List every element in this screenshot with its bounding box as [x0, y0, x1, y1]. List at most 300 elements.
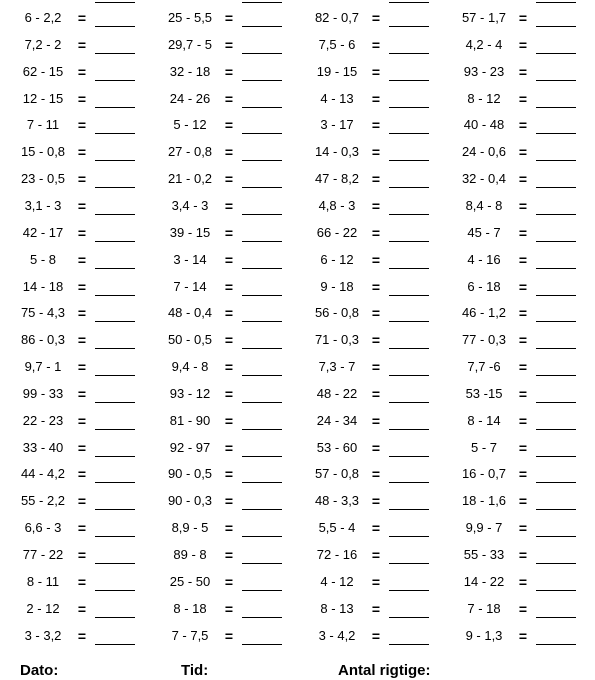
exercise-expression: 71 - 0,3	[314, 332, 360, 348]
answer-line[interactable]	[95, 294, 135, 296]
equals-sign: =	[77, 493, 87, 510]
equals-sign: =	[371, 573, 381, 590]
exercise-expression: 8 - 18	[173, 600, 207, 616]
equals-sign: =	[224, 171, 234, 188]
answer-line[interactable]	[536, 294, 576, 296]
exercise-expression: 77 - 0,3	[461, 332, 507, 348]
answer-line	[389, 2, 429, 3]
answer-line[interactable]	[389, 535, 429, 537]
equals-sign: =	[224, 520, 234, 537]
answer-line[interactable]	[95, 347, 135, 349]
equals-sign: =	[518, 332, 528, 349]
equals-sign: =	[371, 493, 381, 510]
equals-sign: =	[371, 10, 381, 26]
equals-sign: =	[77, 197, 87, 214]
answer-line[interactable]	[242, 186, 282, 188]
exercise-expression: 50 - 0,5	[167, 332, 213, 348]
exercise-expression: 6 - 12	[320, 251, 354, 267]
answer-line[interactable]	[242, 52, 282, 54]
equals-sign: =	[224, 627, 234, 644]
equals-sign: =	[518, 547, 528, 563]
equals-sign: =	[371, 627, 381, 644]
equals-sign: =	[518, 305, 528, 322]
equals-sign: =	[224, 10, 234, 26]
answer-line[interactable]	[389, 481, 429, 483]
exercise-expression: 23 - 0,5	[20, 171, 66, 187]
exercise-expression: 45 - 7	[467, 224, 501, 240]
exercise-expression: 75 - 4,3	[20, 305, 66, 321]
equals-sign: =	[518, 10, 528, 26]
exercise-expression: 5,5 - 4	[318, 520, 356, 536]
answer-line[interactable]	[389, 508, 429, 510]
equals-sign: =	[518, 90, 528, 107]
answer-line[interactable]	[95, 79, 135, 81]
equals-sign: =	[371, 197, 381, 214]
answer-line[interactable]	[536, 508, 576, 510]
answer-line[interactable]	[389, 186, 429, 188]
equals-sign: =	[224, 385, 234, 402]
exercise-expression: 3 - 14	[173, 251, 207, 267]
equals-sign: =	[518, 224, 528, 241]
answer-line[interactable]	[389, 240, 429, 242]
answer-line[interactable]	[242, 589, 282, 591]
exercise-expression: 48 - 22	[316, 385, 358, 401]
exercise-expression: 93 - 23	[463, 63, 505, 79]
answer-line[interactable]	[536, 535, 576, 537]
answer-line[interactable]	[95, 106, 135, 108]
answer-line[interactable]	[536, 79, 576, 81]
exercise-expression: 15 - 0,8	[20, 144, 66, 160]
exercise-row	[0, 354, 595, 381]
equals-sign: =	[518, 600, 528, 617]
exercise-expression: 12 - 15	[22, 90, 64, 106]
answer-line[interactable]	[389, 589, 429, 591]
exercise-expression: 32 - 0,4	[461, 171, 507, 187]
equals-sign: =	[371, 305, 381, 322]
exercise-expression: 90 - 0,3	[167, 493, 213, 509]
equals-sign: =	[224, 90, 234, 107]
equals-sign: =	[224, 63, 234, 80]
exercise-expression: 19 - 15	[316, 63, 358, 79]
exercise-row	[0, 300, 595, 327]
exercise-expression: 66 - 22	[316, 224, 358, 240]
answer-line[interactable]	[242, 374, 282, 376]
equals-sign: =	[518, 573, 528, 590]
exercise-row	[0, 247, 595, 274]
exercise-expression: 92 - 97	[169, 439, 211, 455]
exercise-expression: 6,6 - 3	[24, 520, 62, 536]
exercise-expression: 24 - 26	[169, 90, 211, 106]
exercise-expression: 77 - 22	[22, 547, 64, 562]
exercise-expression: 62 - 15	[22, 63, 64, 79]
equals-sign: =	[77, 10, 87, 26]
exercise-expression: 93 - 12	[169, 385, 211, 401]
exercise-expression: 3 - 4,2	[318, 627, 356, 643]
answer-line[interactable]	[389, 562, 429, 564]
exercise-expression: 7,5 - 6	[318, 36, 356, 52]
answer-line[interactable]	[242, 132, 282, 134]
equals-sign: =	[518, 197, 528, 214]
equals-sign: =	[518, 439, 528, 456]
equals-sign: =	[224, 359, 234, 376]
exercise-expression: 2 - 12	[26, 600, 60, 616]
exercise-row	[0, 32, 595, 59]
equals-sign: =	[371, 224, 381, 241]
answer-line[interactable]	[242, 508, 282, 510]
equals-sign: =	[371, 171, 381, 188]
answer-line[interactable]	[242, 25, 282, 27]
exercise-expression: 29,7 - 5	[167, 36, 213, 52]
answer-line[interactable]	[389, 294, 429, 296]
exercise-expression: 7 - 14	[173, 278, 207, 294]
answer-line[interactable]	[536, 132, 576, 134]
answer-line[interactable]	[242, 213, 282, 215]
answer-line[interactable]	[95, 616, 135, 618]
equals-sign: =	[371, 466, 381, 483]
exercise-expression: 9,7 - 1	[24, 359, 62, 375]
answer-line[interactable]	[242, 481, 282, 483]
equals-sign: =	[518, 171, 528, 188]
equals-sign: =	[518, 144, 528, 161]
answer-line[interactable]	[95, 213, 135, 215]
answer-line[interactable]	[95, 374, 135, 376]
answer-line[interactable]	[536, 589, 576, 591]
exercise-expression: 9,9 - 7	[465, 520, 503, 536]
exercise-expression: 8,9 - 5	[171, 520, 209, 536]
exercise-expression: 81 - 90	[169, 412, 211, 428]
answer-line[interactable]	[536, 213, 576, 215]
answer-line[interactable]	[389, 106, 429, 108]
equals-sign: =	[224, 332, 234, 349]
exercise-expression: 89 - 8	[173, 547, 207, 562]
exercise-expression: 8 - 12	[467, 90, 501, 106]
answer-line[interactable]	[95, 643, 135, 645]
answer-line[interactable]	[242, 106, 282, 108]
equals-sign: =	[224, 466, 234, 483]
equals-sign: =	[224, 547, 234, 563]
equals-sign: =	[224, 493, 234, 510]
exercise-expression: 14 - 22	[463, 573, 505, 589]
equals-sign: =	[77, 332, 87, 349]
exercise-expression: 44 - 4,2	[20, 466, 66, 482]
equals-sign: =	[224, 251, 234, 268]
answer-line[interactable]	[95, 159, 135, 161]
equals-sign: =	[77, 251, 87, 268]
answer-line[interactable]	[242, 79, 282, 81]
exercise-row	[0, 327, 595, 354]
answer-line[interactable]	[536, 374, 576, 376]
exercise-expression: 72 - 16	[316, 547, 358, 562]
exercise-row	[0, 381, 595, 408]
exercise-expression: 4 - 13	[320, 90, 354, 106]
exercise-expression: 3 - 3,2	[24, 627, 62, 643]
exercise-expression: 27 - 0,8	[167, 144, 213, 160]
equals-sign: =	[371, 439, 381, 456]
equals-sign: =	[518, 251, 528, 268]
answer-line[interactable]	[95, 240, 135, 242]
answer-line[interactable]	[95, 508, 135, 510]
equals-sign: =	[224, 197, 234, 214]
answer-line[interactable]	[536, 186, 576, 188]
exercise-row	[0, 542, 595, 569]
exercise-row	[0, 435, 595, 462]
time-label: Tid:	[181, 662, 209, 679]
answer-line[interactable]	[536, 562, 576, 564]
exercise-row	[0, 623, 595, 650]
equals-sign: =	[77, 412, 87, 429]
equals-sign: =	[77, 36, 87, 53]
equals-sign: =	[371, 332, 381, 349]
answer-line[interactable]	[536, 25, 576, 27]
answer-line[interactable]	[536, 52, 576, 54]
equals-sign: =	[77, 63, 87, 80]
equals-sign: =	[77, 439, 87, 456]
answer-line[interactable]	[95, 455, 135, 457]
equals-sign: =	[224, 278, 234, 295]
answer-line[interactable]	[242, 294, 282, 296]
exercise-expression: 8 - 14	[467, 412, 501, 428]
exercise-expression: 24 - 34	[316, 412, 358, 428]
answer-line[interactable]	[389, 428, 429, 430]
equals-sign: =	[77, 600, 87, 617]
exercise-row	[0, 112, 595, 139]
exercise-row	[0, 5, 595, 32]
equals-sign: =	[371, 520, 381, 537]
exercise-row	[0, 59, 595, 86]
exercise-expression: 7,2 - 2	[24, 36, 62, 52]
answer-line[interactable]	[536, 320, 576, 322]
equals-sign: =	[518, 493, 528, 510]
answer-line[interactable]	[389, 401, 429, 403]
exercise-expression: 21 - 0,2	[167, 171, 213, 187]
equals-sign: =	[77, 278, 87, 295]
answer-line[interactable]	[95, 562, 135, 564]
exercise-row	[0, 461, 595, 488]
exercise-expression: 53 -15	[465, 385, 503, 401]
equals-sign: =	[371, 412, 381, 429]
exercise-expression: 8 - 13	[320, 600, 354, 616]
answer-line[interactable]	[536, 616, 576, 618]
answer-line[interactable]	[536, 643, 576, 645]
answer-line[interactable]	[536, 428, 576, 430]
equals-sign: =	[518, 359, 528, 376]
exercise-expression: 46 - 1,2	[461, 305, 507, 321]
answer-line	[536, 2, 576, 3]
exercise-expression: 9 - 18	[320, 278, 354, 294]
answer-line[interactable]	[389, 643, 429, 645]
answer-line[interactable]	[242, 240, 282, 242]
equals-sign: =	[224, 36, 234, 53]
answer-line[interactable]	[536, 267, 576, 269]
equals-sign: =	[77, 224, 87, 241]
exercise-expression: 39 - 15	[169, 224, 211, 240]
equals-sign: =	[371, 117, 381, 134]
exercise-expression: 22 - 23	[22, 412, 64, 428]
equals-sign: =	[224, 573, 234, 590]
answer-line[interactable]	[242, 535, 282, 537]
answer-line[interactable]	[536, 347, 576, 349]
answer-line[interactable]	[95, 186, 135, 188]
answer-line[interactable]	[389, 616, 429, 618]
exercise-row	[0, 166, 595, 193]
equals-sign: =	[371, 144, 381, 161]
equals-sign: =	[518, 63, 528, 80]
equals-sign: =	[371, 600, 381, 617]
exercise-expression: 33 - 40	[22, 439, 64, 455]
equals-sign: =	[224, 224, 234, 241]
answer-line[interactable]	[242, 320, 282, 322]
equals-sign: =	[518, 278, 528, 295]
answer-line[interactable]	[95, 320, 135, 322]
equals-sign: =	[77, 305, 87, 322]
answer-line[interactable]	[95, 401, 135, 403]
exercise-expression: 6 - 18	[467, 278, 501, 294]
exercise-row	[0, 86, 595, 113]
answer-line[interactable]	[389, 320, 429, 322]
exercise-expression: 82 - 0,7	[314, 10, 360, 25]
answer-line[interactable]	[242, 159, 282, 161]
exercise-expression: 18 - 1,6	[461, 493, 507, 509]
exercise-expression: 47 - 8,2	[314, 171, 360, 187]
answer-line[interactable]	[95, 535, 135, 537]
equals-sign: =	[224, 439, 234, 456]
exercise-expression: 56 - 0,8	[314, 305, 360, 321]
equals-sign: =	[371, 359, 381, 376]
exercise-expression: 55 - 2,2	[20, 493, 66, 509]
answer-line[interactable]	[389, 347, 429, 349]
equals-sign: =	[77, 117, 87, 134]
equals-sign: =	[518, 520, 528, 537]
correct-count-label: Antal rigtige:	[338, 662, 431, 679]
exercise-expression: 14 - 0,3	[314, 144, 360, 160]
answer-line[interactable]	[536, 106, 576, 108]
equals-sign: =	[224, 600, 234, 617]
answer-line[interactable]	[242, 401, 282, 403]
exercise-expression: 8,4 - 8	[465, 197, 503, 213]
exercise-expression: 48 - 3,3	[314, 493, 360, 509]
answer-line[interactable]	[389, 159, 429, 161]
equals-sign: =	[77, 385, 87, 402]
answer-line[interactable]	[95, 52, 135, 54]
answer-line[interactable]	[389, 132, 429, 134]
exercise-expression: 16 - 0,7	[461, 466, 507, 482]
answer-line[interactable]	[242, 267, 282, 269]
exercise-row	[0, 515, 595, 542]
equals-sign: =	[77, 171, 87, 188]
exercise-row	[0, 274, 595, 301]
equals-sign: =	[518, 385, 528, 402]
exercise-expression: 42 - 17	[22, 224, 64, 240]
exercise-expression: 40 - 48	[463, 117, 505, 133]
exercise-expression: 99 - 33	[22, 385, 64, 401]
exercise-expression: 4,2 - 4	[465, 36, 503, 52]
exercise-expression: 9 - 1,3	[465, 627, 503, 643]
exercise-expression: 5 - 8	[29, 251, 56, 267]
answer-line[interactable]	[95, 267, 135, 269]
answer-line[interactable]	[242, 455, 282, 457]
exercise-expression: 7 - 11	[26, 117, 60, 133]
equals-sign: =	[371, 63, 381, 80]
equals-sign: =	[224, 305, 234, 322]
answer-line[interactable]	[536, 481, 576, 483]
answer-line[interactable]	[242, 562, 282, 564]
answer-line[interactable]	[95, 589, 135, 591]
equals-sign: =	[224, 144, 234, 161]
exercise-row	[0, 220, 595, 247]
answer-line[interactable]	[242, 347, 282, 349]
equals-sign: =	[518, 627, 528, 644]
exercise-expression: 14 - 18	[22, 278, 64, 294]
exercise-expression: 4 - 16	[467, 251, 501, 267]
answer-line[interactable]	[242, 428, 282, 430]
exercise-expression: 3 - 17	[320, 117, 354, 133]
exercise-row	[0, 596, 595, 623]
equals-sign: =	[371, 547, 381, 563]
exercise-expression: 32 - 18	[169, 63, 211, 79]
exercise-expression: 6 - 2,2	[24, 10, 62, 25]
exercise-expression: 7 - 7,5	[171, 627, 209, 643]
exercise-expression: 7,3 - 7	[318, 359, 356, 375]
answer-line	[95, 2, 135, 3]
exercise-expression: 3,4 - 3	[171, 197, 209, 213]
answer-line[interactable]	[536, 240, 576, 242]
answer-line[interactable]	[242, 643, 282, 645]
equals-sign: =	[371, 36, 381, 53]
answer-line[interactable]	[536, 455, 576, 457]
exercise-expression: 53 - 60	[316, 439, 358, 455]
answer-line[interactable]	[536, 401, 576, 403]
exercise-expression: 25 - 5,5	[167, 10, 213, 25]
answer-line[interactable]	[389, 455, 429, 457]
answer-line[interactable]	[389, 79, 429, 81]
exercise-expression: 86 - 0,3	[20, 332, 66, 348]
answer-line[interactable]	[95, 25, 135, 27]
answer-line[interactable]	[95, 481, 135, 483]
answer-line[interactable]	[95, 132, 135, 134]
exercise-expression: 4 - 12	[320, 573, 354, 589]
equals-sign: =	[518, 117, 528, 134]
exercise-expression: 5 - 7	[470, 439, 497, 455]
exercise-row	[0, 139, 595, 166]
equals-sign: =	[77, 573, 87, 590]
answer-line[interactable]	[536, 159, 576, 161]
answer-line[interactable]	[242, 616, 282, 618]
answer-line[interactable]	[389, 213, 429, 215]
equals-sign: =	[77, 90, 87, 107]
exercise-expression: 90 - 0,5	[167, 466, 213, 482]
equals-sign: =	[518, 466, 528, 483]
exercise-expression: 57 - 1,7	[461, 10, 507, 25]
answer-line[interactable]	[389, 52, 429, 54]
equals-sign: =	[77, 466, 87, 483]
exercise-expression: 8 - 11	[26, 573, 60, 589]
answer-line[interactable]	[95, 428, 135, 430]
answer-line[interactable]	[389, 374, 429, 376]
equals-sign: =	[77, 359, 87, 376]
equals-sign: =	[224, 117, 234, 134]
equals-sign: =	[518, 36, 528, 53]
exercise-expression: 57 - 0,8	[314, 466, 360, 482]
answer-line[interactable]	[389, 267, 429, 269]
equals-sign: =	[77, 547, 87, 563]
equals-sign: =	[371, 385, 381, 402]
answer-line[interactable]	[389, 25, 429, 27]
exercise-expression: 25 - 50	[169, 573, 211, 589]
equals-sign: =	[371, 251, 381, 268]
equals-sign: =	[224, 412, 234, 429]
exercise-expression: 4,8 - 3	[318, 197, 356, 213]
exercise-expression: 7,7 -6	[467, 359, 501, 375]
